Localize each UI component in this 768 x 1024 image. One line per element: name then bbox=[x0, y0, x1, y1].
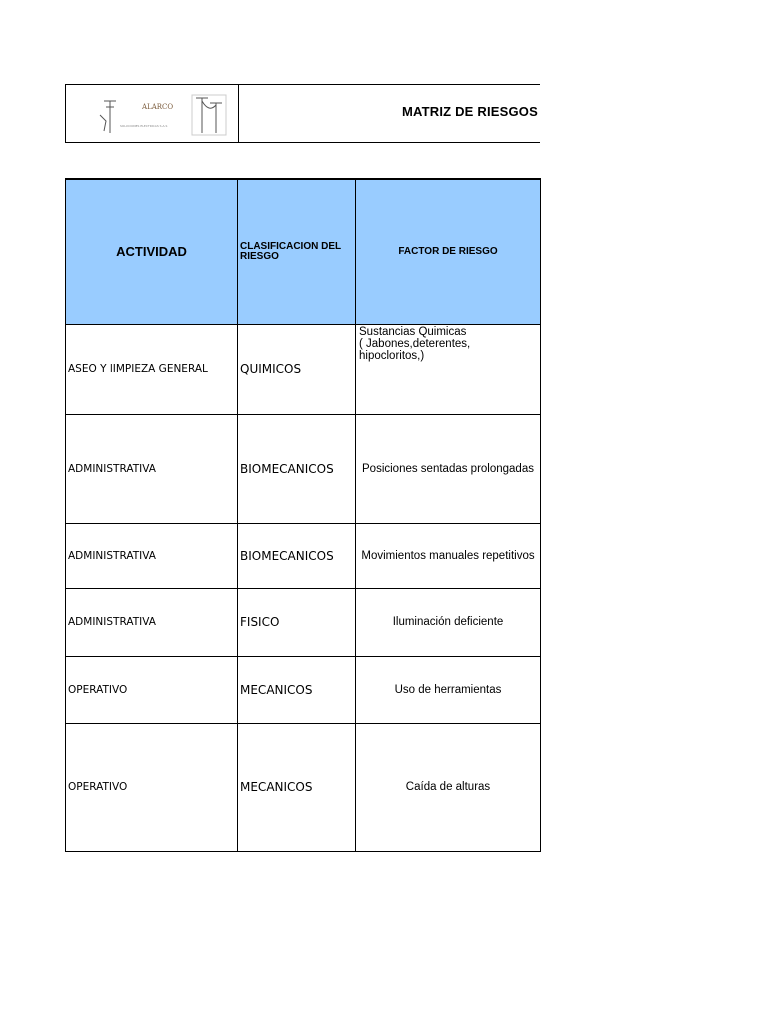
table-row bbox=[66, 324, 541, 414]
factor-line: hipocloritos,) bbox=[359, 349, 425, 362]
cell-classification: MECANICOS bbox=[238, 656, 356, 723]
logo-brand: ALARCO bbox=[142, 103, 174, 111]
cell-activity: ASEO Y lIMPIEZA GENERAL bbox=[66, 324, 238, 414]
cell-activity: OPERATIVO bbox=[66, 656, 238, 723]
cell-risk-factor: Iluminación deficiente bbox=[356, 588, 541, 656]
cell-risk-factor: Uso de herramientas bbox=[356, 656, 541, 723]
cell-risk-factor: Caída de alturas bbox=[356, 723, 541, 851]
cell-risk-factor: Posiciones sentadas prolongadas bbox=[356, 414, 541, 523]
cell-activity: ADMINISTRATIVA bbox=[66, 523, 238, 588]
cell-activity: ADMINISTRATIVA bbox=[66, 414, 238, 523]
header-risk-factor: FACTOR DE RIESGO bbox=[356, 179, 541, 324]
cell-classification: BIOMECANICOS bbox=[238, 414, 356, 523]
factor-line: ( Jabones,deterentes, bbox=[359, 337, 471, 350]
logo-tagline: SOLUCIONES ELECTRICAS S.A.S bbox=[120, 124, 168, 128]
table-row bbox=[66, 656, 541, 723]
cell-classification: BIOMECANICOS bbox=[238, 523, 356, 588]
factor-line: Sustancias Quimicas bbox=[359, 325, 467, 338]
cell-activity: OPERATIVO bbox=[66, 723, 238, 851]
header-classification: CLASIFICACION DEL RIESGO bbox=[238, 179, 356, 324]
logo-cell bbox=[66, 85, 239, 142]
page-title: MATRIZ DE RIESGOS bbox=[401, 104, 538, 119]
cell-activity: ADMINISTRATIVA bbox=[66, 588, 238, 656]
table-row bbox=[66, 588, 541, 656]
table-row bbox=[66, 414, 541, 523]
company-logo bbox=[96, 93, 230, 142]
risk-matrix-table bbox=[65, 178, 541, 852]
logo-graphic bbox=[96, 93, 230, 142]
table-row bbox=[66, 723, 541, 851]
cell-classification: FISICO bbox=[238, 588, 356, 656]
cell-classification: QUIMICOS bbox=[238, 324, 356, 414]
header-activity: ACTIVIDAD bbox=[66, 179, 238, 324]
document-header bbox=[65, 84, 540, 143]
table-row bbox=[66, 523, 541, 588]
cell-risk-factor bbox=[356, 324, 541, 414]
cell-classification: MECANICOS bbox=[238, 723, 356, 851]
cell-risk-factor: Movimientos manuales repetitivos bbox=[356, 523, 541, 588]
table-header-row bbox=[66, 179, 541, 324]
